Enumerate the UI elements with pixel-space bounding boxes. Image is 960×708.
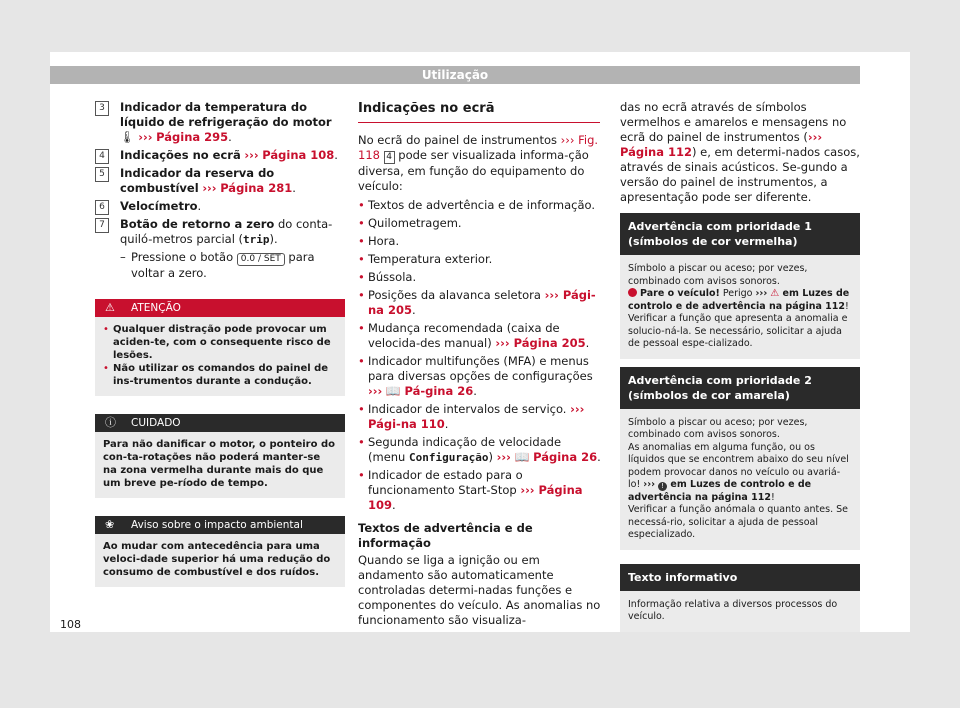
box-text	[628, 288, 852, 313]
page-ref-link[interactable]: ››› Pági-na 110	[368, 402, 585, 431]
box-text	[628, 442, 852, 505]
punct: .	[228, 130, 232, 144]
caution-header	[95, 414, 345, 432]
punct: .	[334, 148, 338, 162]
list-item	[358, 321, 602, 351]
punct: ).	[269, 232, 278, 246]
step-text: Pressione o botão	[131, 250, 234, 264]
left-column	[95, 100, 345, 587]
caution-text: Para não danificar o motor, o ponteiro do con-ta-rotações não poderá manter-se na zona vermelha durante mais do que um breve pe-ríodo de tempo.	[103, 439, 335, 489]
item-text: Indicador multifunções (MFA) e menus para diversas opções de configurações	[368, 354, 593, 383]
item-text: Temperatura exterior.	[368, 252, 493, 266]
box-text: Símbolo a piscar ou aceso; por vezes, combinado com avisos sonoros.	[628, 263, 808, 287]
punct: .	[197, 199, 202, 213]
list-item	[358, 354, 602, 399]
legend-item-7	[95, 217, 345, 247]
item-text: Indicador de intervalos de serviço.	[368, 402, 567, 416]
priority-2-box	[620, 367, 860, 550]
priority-1-box	[620, 213, 860, 359]
punct: .	[392, 498, 396, 512]
set-button-key: 0.0 / SET	[237, 253, 285, 266]
list-item	[358, 468, 602, 513]
caution-box	[95, 414, 345, 498]
legend-text-plain: do conta-quiló-metros parcial (	[120, 217, 333, 246]
page-ref-link[interactable]: Página 281	[220, 181, 293, 195]
box-text: Verificar a função anómala o quanto antes. Se necessá-rio, solicitar a ajuda de pessoal especializado.	[628, 504, 848, 540]
punct: .	[411, 303, 416, 317]
environment-text: Ao mudar com antecedência para uma veloci-dade superior há uma redução do consumo de combustível e dos ruídos.	[103, 541, 331, 578]
body-paragraph: Quando se liga a ignição ou em andamento são automaticamente controladas determi-nadas funções e componentes do veículo. As anomalias no funcionamento são visualiza-	[358, 553, 601, 627]
punct: .	[597, 450, 601, 464]
legend-number: 3	[95, 101, 109, 116]
item-text: Segunda indicação de velocidade (menu	[368, 435, 562, 464]
list-item	[358, 288, 602, 318]
legend-number: 4	[95, 149, 109, 164]
list-item	[358, 234, 602, 249]
warning-title: ATENÇÃO	[131, 302, 181, 314]
punct: .	[473, 384, 477, 398]
item-text: Hora.	[368, 234, 400, 248]
punct: )	[488, 450, 493, 464]
page-ref-link[interactable]: Página 295	[156, 130, 229, 144]
box-text: Verificar a função que apresenta a anomalia e solucio-ná-la. Se necessário, solicitar a ajuda de pessoal espe-cializado.	[628, 313, 848, 349]
ref-arrow: ›››	[496, 450, 511, 464]
punct: .	[444, 417, 449, 431]
ref-arrow: ›››	[643, 479, 656, 490]
legend-number: 6	[95, 200, 109, 215]
continued-paragraph	[620, 100, 860, 205]
intro-text: pode ser visualizada informa-ção diversa, em função do equipamento do veículo:	[358, 148, 589, 193]
info-text-box	[620, 564, 860, 632]
list-item	[358, 198, 602, 213]
warning-header	[95, 299, 345, 317]
page-ref-link[interactable]: ››› Pági-na 205	[368, 288, 596, 317]
caution-title: CUIDADO	[131, 417, 181, 429]
chapter-header: Utilização	[50, 66, 860, 84]
legend-item-4	[95, 148, 345, 163]
priority-1-body	[620, 255, 860, 359]
environment-body	[95, 534, 345, 587]
item-text: Posições da alavanca seletora	[368, 288, 541, 302]
ref-arrow: ›››	[244, 148, 259, 162]
ref-arrow: ›››	[368, 384, 383, 398]
display-info-list	[358, 198, 602, 513]
legend-text: Indicador da temperatura do líquido de refrigeração do motor	[120, 100, 332, 129]
warning-triangle-icon: ⚠	[105, 301, 115, 314]
intro-text: No ecrã do painel de instrumentos	[358, 133, 558, 147]
priority-2-body	[620, 409, 860, 550]
page-ref-link[interactable]: ››› Página 109	[368, 483, 583, 512]
list-item	[358, 402, 602, 432]
box-text: Símbolo a piscar ou aceso; por vezes, combinado com avisos sonoros.	[628, 416, 808, 440]
warning-text: Qualquer distração pode provocar um aciden-te, com o consequente risco de lesões.	[113, 324, 331, 361]
info-text-title: Texto informativo	[620, 564, 860, 591]
environment-box	[95, 516, 345, 587]
legend-number: 5	[95, 167, 109, 182]
warning-text: Não utilizar os comandos do painel de ins-trumentos durante a condução.	[113, 363, 329, 387]
punct: .	[585, 336, 590, 350]
legend-item-3	[95, 100, 345, 145]
box-text: Perigo	[719, 288, 756, 299]
punct: !	[845, 300, 849, 312]
legend-text: Velocímetro	[120, 199, 198, 213]
stop-sign-icon	[628, 288, 637, 297]
info-text-body	[620, 591, 860, 632]
page-ref-link[interactable]: ››› Página 112	[620, 130, 823, 159]
list-item	[358, 216, 602, 231]
trip-label: trip	[243, 233, 270, 246]
warning-box	[95, 299, 345, 396]
middle-column	[358, 100, 602, 628]
intro-paragraph	[358, 133, 602, 194]
legend-text: Indicações no ecrã	[120, 148, 241, 162]
ref-arrow: ›››	[755, 288, 768, 299]
warning-body	[95, 317, 345, 396]
page-ref-link[interactable]: em Luzes de controlo e de advertência na página 112	[628, 479, 812, 503]
box-text: Informação relativa a diversos processos do veículo.	[628, 598, 838, 622]
leaf-icon: ❀	[105, 518, 115, 531]
legend-number: 7	[95, 218, 109, 233]
legend-item-5	[95, 166, 345, 196]
book-icon: 📖	[385, 384, 401, 398]
punct: !	[770, 491, 775, 503]
section-title: Indicações no ecrã	[358, 100, 600, 123]
punct: .	[292, 181, 296, 195]
box-text: As anomalias em alguma função, ou os líquidos que se encontrem abaixo do seu nível podem provocar danos no veículo ou avariá-lo!	[628, 441, 849, 490]
right-column	[620, 100, 860, 632]
page-number: 108	[60, 618, 81, 631]
para-text: ) e, em determi-nados casos, através de sinais acústicos. Se-gundo a versão do painel de instrumentos, a apresentação pode ser diferente.	[620, 145, 860, 204]
environment-header	[95, 516, 345, 534]
book-icon: 📖	[514, 450, 530, 464]
page-ref-link[interactable]: ››› Página 205	[495, 336, 586, 350]
page-ref-link[interactable]: em Luzes de controlo e de advertência na página 112	[628, 288, 850, 312]
exclamation-icon: !	[658, 482, 667, 491]
warning-point	[103, 362, 337, 388]
step-text: para voltar a zero.	[131, 250, 315, 280]
item-text: Indicador de estado para o funcionamento Start-Stop	[368, 468, 523, 497]
item-text: Quilometragem.	[368, 216, 462, 230]
para-text: das no ecrã através de símbolos vermelhos e amarelos e mensagens no ecrã do painel de instrumentos (	[620, 100, 847, 144]
warning-triangle-icon: ⚠	[770, 288, 780, 299]
legend-text: Botão de retorno a zero	[120, 217, 275, 231]
environment-title: Aviso sobre o impacto ambiental	[131, 519, 303, 531]
box-text-bold: Pare o veículo!	[640, 288, 720, 299]
legend-text: Indicador da reserva do combustível	[120, 166, 275, 195]
info-circle-icon: ⓘ	[105, 416, 116, 429]
menu-name: Configuração	[409, 451, 489, 464]
page-ref-link[interactable]: Página 26	[533, 450, 598, 464]
list-item	[358, 270, 602, 285]
caution-body	[95, 432, 345, 498]
item-text: Bússola.	[368, 270, 417, 284]
legend-item-6	[95, 199, 345, 214]
page-ref-link[interactable]: Página 108	[262, 148, 335, 162]
instruction-step	[95, 250, 345, 281]
priority-2-title: Advertência com prioridade 2 (símbolos de cor amarela)	[620, 367, 860, 409]
list-item	[358, 435, 602, 465]
ref-arrow: ›››	[138, 130, 153, 144]
figure-ref-link[interactable]: ››› Fig. 118	[358, 133, 599, 162]
warning-point	[103, 323, 337, 362]
figure-callout-number: 4	[384, 151, 395, 164]
list-item	[358, 252, 602, 267]
item-text: Textos de advertência e de informação.	[368, 198, 595, 212]
priority-1-title: Advertência com prioridade 1 (símbolos de cor vermelha)	[620, 213, 860, 255]
item-text: Mudança recomendada (caixa de velocida-des manual)	[368, 321, 560, 350]
page-ref-link[interactable]: Pá-gina 26	[404, 384, 474, 398]
thermometer-icon: 🌡	[120, 130, 135, 144]
subsection-heading: Textos de advertência e de informação	[358, 521, 533, 550]
ref-arrow: ›››	[202, 181, 217, 195]
